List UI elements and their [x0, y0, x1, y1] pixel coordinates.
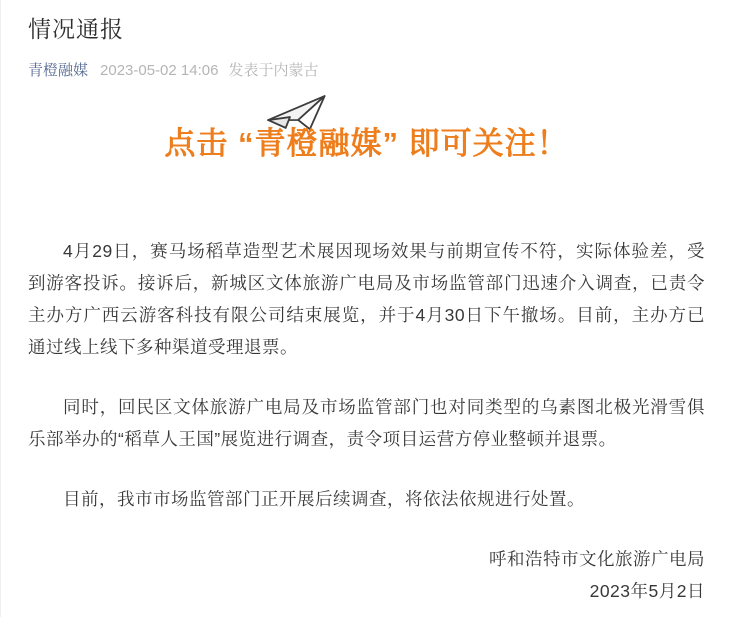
body-paragraph: 4月29日，赛马场稻草造型艺术展因现场效果与前期宣传不符，实际体验差，受到游客投诉。接诉后，新城区文体旅游广电局及市场监管部门迅速介入调查，已责令主办方广西云游客科技有限公司结束展览，并于4月30日下午撤场。目前，主办方已通过线上线下多种渠道受理退票。: [28, 241, 705, 357]
publish-location: 发表于内蒙古: [228, 62, 319, 79]
account-link[interactable]: 青橙融媒: [28, 62, 89, 79]
article-body: [28, 235, 705, 607]
signature-date: 2023年5月2日: [589, 581, 705, 601]
body-paragraph: 目前，我市市场监管部门正开展后续调查，将依法依规进行处置。: [63, 489, 585, 509]
body-paragraph: 同时，回民区文体旅游广电局及市场监管部门也对同类型的乌素图北极光滑雪俱乐部举办的“稻草人王国”展览进行调查，责令项目运营方停业整顿并退票。: [28, 397, 705, 449]
signature: 呼和浩特市文化旅游广电局: [489, 549, 705, 569]
follow-banner[interactable]: [28, 95, 705, 171]
publish-timestamp: 2023-05-02 14:06: [100, 62, 219, 79]
signature-block: [28, 543, 705, 607]
byline: [28, 61, 705, 81]
page-title: 情况通报: [28, 16, 124, 42]
follow-slogan: 点击 “青橙融媒” 即可关注！: [164, 126, 569, 161]
